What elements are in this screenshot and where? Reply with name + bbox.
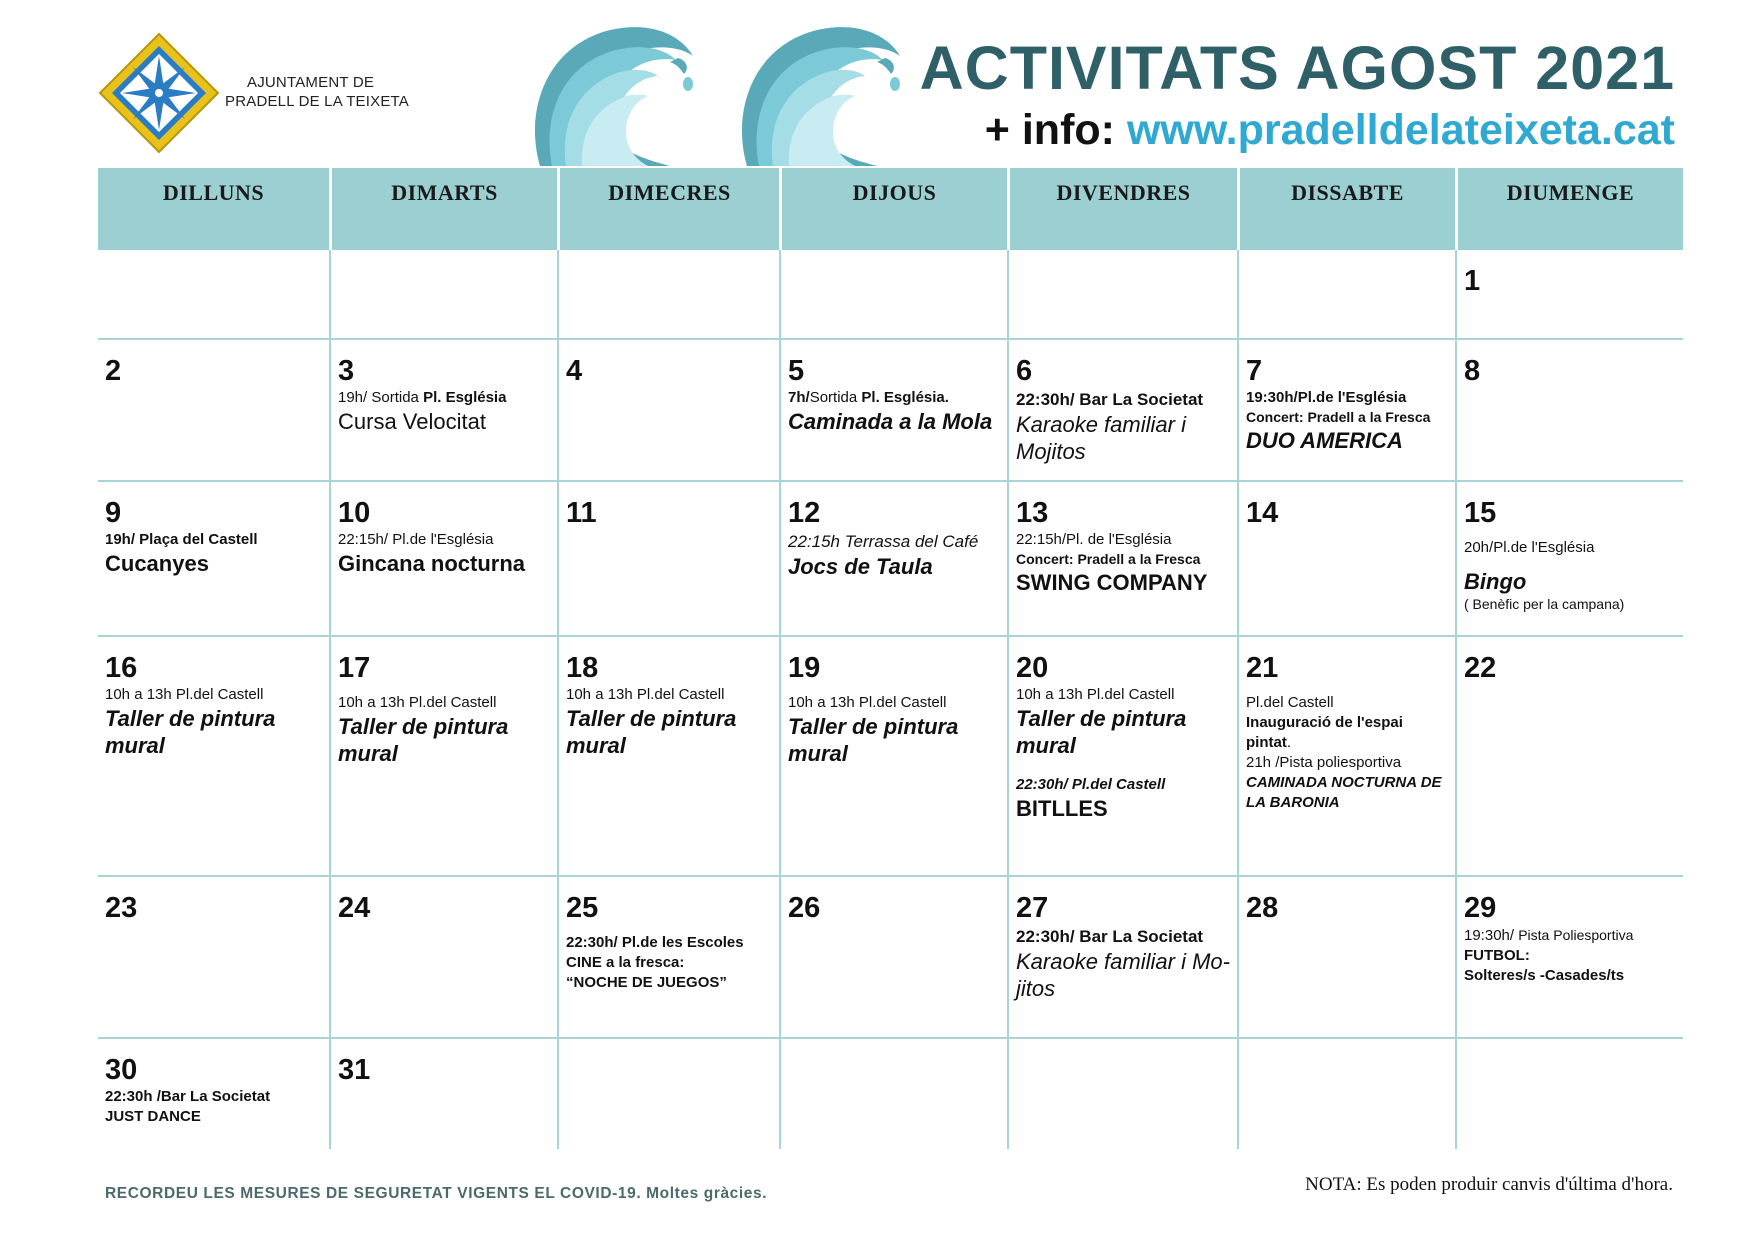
day-number: 2 xyxy=(105,355,122,387)
day-cell-empty xyxy=(1455,1039,1683,1149)
municipality-name xyxy=(225,73,425,111)
info-label: + info: xyxy=(984,106,1115,154)
day-cell-14 xyxy=(1237,482,1455,637)
wave-icon xyxy=(530,16,705,172)
day-number: 17 xyxy=(338,652,371,684)
day-cell-19 xyxy=(779,637,1007,877)
municipal-crest-icon xyxy=(98,32,220,154)
day-number: 26 xyxy=(788,892,821,924)
event-title: Karaoke familiar i Mo-jitos xyxy=(1016,949,1230,1001)
day-number: 12 xyxy=(788,497,821,529)
event-time: 22:30h/ Pl.de les Escoles xyxy=(566,934,744,951)
day-cell-20 xyxy=(1007,637,1237,877)
day-number: 18 xyxy=(566,652,599,684)
municipality-line1: AJUNTAMENT DE xyxy=(247,74,375,91)
day-number: 4 xyxy=(566,355,583,387)
weekday-header: DIJOUS xyxy=(779,168,1007,250)
website-link[interactable]: www.pradelldelateixeta.cat xyxy=(1126,106,1675,154)
day-cell-24 xyxy=(329,877,557,1039)
event-title: Gincana nocturna xyxy=(338,551,526,576)
day-number: 13 xyxy=(1016,497,1049,529)
event-time: 10h a 13h Pl.del Castell xyxy=(105,686,264,703)
day-number: 14 xyxy=(1246,497,1279,529)
event-title: Taller de pintura mural xyxy=(566,706,737,758)
event-title: Cucanyes xyxy=(105,551,209,576)
weekday-header: DILLUNS xyxy=(98,168,329,250)
day-cell-26 xyxy=(779,877,1007,1039)
event-title: Jocs de Taula xyxy=(788,554,933,579)
event-time: 22:15h/ Pl.de l'Església xyxy=(338,531,494,548)
municipality-line2: PRADELL DE LA TEIXETA xyxy=(225,93,409,110)
day-cell-12 xyxy=(779,482,1007,637)
day-cell-17 xyxy=(329,637,557,877)
day-number: 21 xyxy=(1246,652,1279,684)
event-time-text: 19:30h/ xyxy=(1464,927,1515,944)
day-number: 22 xyxy=(1464,652,1497,684)
event-time: 10h a 13h Pl.del Castell xyxy=(566,686,725,703)
event-time: 10h a 13h Pl.del Castell xyxy=(1016,686,1175,703)
event-title: SWING COMPANY xyxy=(1016,570,1208,595)
event-time: 20h/Pl.de l'Església xyxy=(1464,539,1595,556)
day-cell-1 xyxy=(1455,250,1683,340)
day-cell-21 xyxy=(1237,637,1455,877)
day-cell-8 xyxy=(1455,340,1683,482)
day-number: 5 xyxy=(788,355,805,387)
day-number: 3 xyxy=(338,355,355,387)
day-cell-15 xyxy=(1455,482,1683,637)
weekday-header: DIVENDRES xyxy=(1007,168,1237,250)
day-number: 1 xyxy=(1464,265,1481,297)
event-note: ( Benèfic per la campana) xyxy=(1464,596,1625,612)
day-cell-29 xyxy=(1455,877,1683,1039)
event-time: 22:15h Terrassa del Café xyxy=(788,532,979,551)
covid-reminder-caps: RECORDEU LES MESURES DE SEGURETAT VIGENTS EL COVID-19. xyxy=(105,1185,642,1202)
event-time: 22:30h/ Bar La Societat xyxy=(1016,390,1204,409)
day-cell-empty xyxy=(779,250,1007,340)
day-cell-9 xyxy=(98,482,329,637)
day-cell-5 xyxy=(779,340,1007,482)
event-subtitle: Concert: Pradell a la Fresca xyxy=(1246,409,1431,425)
event-mid: Sortida xyxy=(809,389,858,406)
event-place: Pl. Església xyxy=(423,389,507,406)
wave-icon xyxy=(737,16,912,172)
event-place: Pl. Església. xyxy=(861,389,949,406)
day-cell-6 xyxy=(1007,340,1237,482)
day-cell-3 xyxy=(329,340,557,482)
event-time: 22:30h/ Pl.del Castell xyxy=(1016,776,1166,793)
day-number: 6 xyxy=(1016,355,1033,387)
day-number: 19 xyxy=(788,652,821,684)
page-title: ACTIVITATS AGOST 2021 xyxy=(919,34,1675,102)
event-title: Taller de pintura mural xyxy=(105,706,276,758)
event-time: 10h a 13h Pl.del Castell xyxy=(788,694,947,711)
event-title: Cursa Velocitat xyxy=(338,409,486,434)
event-title: DUO AMERICA xyxy=(1246,428,1403,453)
event-title: JUST DANCE xyxy=(105,1108,201,1125)
event-time: 22:30h /Bar La Societat xyxy=(105,1088,271,1105)
day-cell-25 xyxy=(557,877,779,1039)
event-title: Bingo xyxy=(1464,569,1527,594)
day-cell-empty xyxy=(98,250,329,340)
day-cell-7 xyxy=(1237,340,1455,482)
day-number: 20 xyxy=(1016,652,1049,684)
event-time-text: 7h/ xyxy=(788,389,810,406)
day-cell-31 xyxy=(329,1039,557,1149)
day-cell-empty xyxy=(329,250,557,340)
day-number: 29 xyxy=(1464,892,1497,924)
event-title: FUTBOL: xyxy=(1464,947,1530,964)
day-cell-2 xyxy=(98,340,329,482)
day-cell-13 xyxy=(1007,482,1237,637)
event-place: Pl.del Castell xyxy=(1246,694,1334,711)
weekday-header: DIMECRES xyxy=(557,168,779,250)
event-time: 19h/ Plaça del Castell xyxy=(105,531,258,548)
event-time: 22:15h/Pl. de l'Església xyxy=(1016,531,1172,548)
day-cell-28 xyxy=(1237,877,1455,1039)
calendar-grid xyxy=(98,168,1683,1149)
day-cell-22 xyxy=(1455,637,1683,877)
covid-reminder xyxy=(105,1185,767,1203)
event-title: “NOCHE DE JUEGOS” xyxy=(566,974,727,991)
event-subtitle: Concert: Pradell a la Fresca xyxy=(1016,551,1201,567)
day-number: 16 xyxy=(105,652,138,684)
day-number: 28 xyxy=(1246,892,1279,924)
event-subtitle: CINE a la fresca: xyxy=(566,954,685,971)
day-cell-11 xyxy=(557,482,779,637)
day-cell-4 xyxy=(557,340,779,482)
day-number: 10 xyxy=(338,497,371,529)
schedule-note: NOTA: Es poden produir canvis d'última d'hora. xyxy=(1305,1174,1673,1195)
event-title: Taller de pintura mural xyxy=(1016,706,1187,758)
event-title-text: Inauguració de l'espai pintat xyxy=(1246,714,1403,751)
day-cell-16 xyxy=(98,637,329,877)
event-title-dot: . xyxy=(1286,734,1291,751)
weekday-header: DIMARTS xyxy=(329,168,557,250)
day-cell-23 xyxy=(98,877,329,1039)
day-number: 30 xyxy=(105,1054,138,1086)
day-cell-empty xyxy=(557,250,779,340)
day-cell-27 xyxy=(1007,877,1237,1039)
event-time xyxy=(788,388,1003,408)
event-title: BITLLES xyxy=(1016,796,1108,821)
event-time: 21h /Pista poliesportiva xyxy=(1246,754,1402,771)
day-number: 15 xyxy=(1464,497,1497,529)
weekday-header: DIUMENGE xyxy=(1455,168,1683,250)
day-cell-10 xyxy=(329,482,557,637)
event-title: Taller de pintura mural xyxy=(788,714,959,766)
day-cell-empty xyxy=(779,1039,1007,1149)
event-time-text: 19h/ Sortida xyxy=(338,389,419,406)
weekday-header: DISSABTE xyxy=(1237,168,1455,250)
event-time xyxy=(338,388,553,408)
day-cell-empty xyxy=(1237,1039,1455,1149)
event-time: 10h a 13h Pl.del Castell xyxy=(338,694,497,711)
day-number: 23 xyxy=(105,892,138,924)
event-place: Pista Poliesportiva xyxy=(1518,927,1634,943)
event-subtitle: Solteres/s -Casades/ts xyxy=(1464,967,1625,984)
day-cell-18 xyxy=(557,637,779,877)
covid-reminder-thanks: Moltes gràcies. xyxy=(646,1185,768,1202)
day-number: 11 xyxy=(566,497,597,529)
event-time: 19:30h/Pl.de l'Església xyxy=(1246,389,1407,406)
day-number: 24 xyxy=(338,892,371,924)
day-number: 9 xyxy=(105,497,122,529)
event-title: Karaoke familiar i Mojitos xyxy=(1016,412,1186,464)
event-time: 22:30h/ Bar La Societat xyxy=(1016,927,1204,946)
event-title xyxy=(1246,713,1451,753)
event-title: Caminada a la Mola xyxy=(788,409,993,434)
day-cell-empty xyxy=(1237,250,1455,340)
day-cell-empty xyxy=(1007,250,1237,340)
event-title: CAMINADA NOCTURNA DE LA BARONIA xyxy=(1246,774,1442,811)
day-cell-30 xyxy=(98,1039,329,1149)
day-number: 31 xyxy=(338,1054,371,1086)
event-time xyxy=(1464,925,1679,946)
day-number: 25 xyxy=(566,892,599,924)
day-cell-empty xyxy=(557,1039,779,1149)
day-number: 8 xyxy=(1464,355,1481,387)
event-title: Taller de pintura mural xyxy=(338,714,509,766)
day-cell-empty xyxy=(1007,1039,1237,1149)
day-number: 27 xyxy=(1016,892,1049,924)
info-line xyxy=(985,102,1675,158)
day-number: 7 xyxy=(1246,355,1263,387)
